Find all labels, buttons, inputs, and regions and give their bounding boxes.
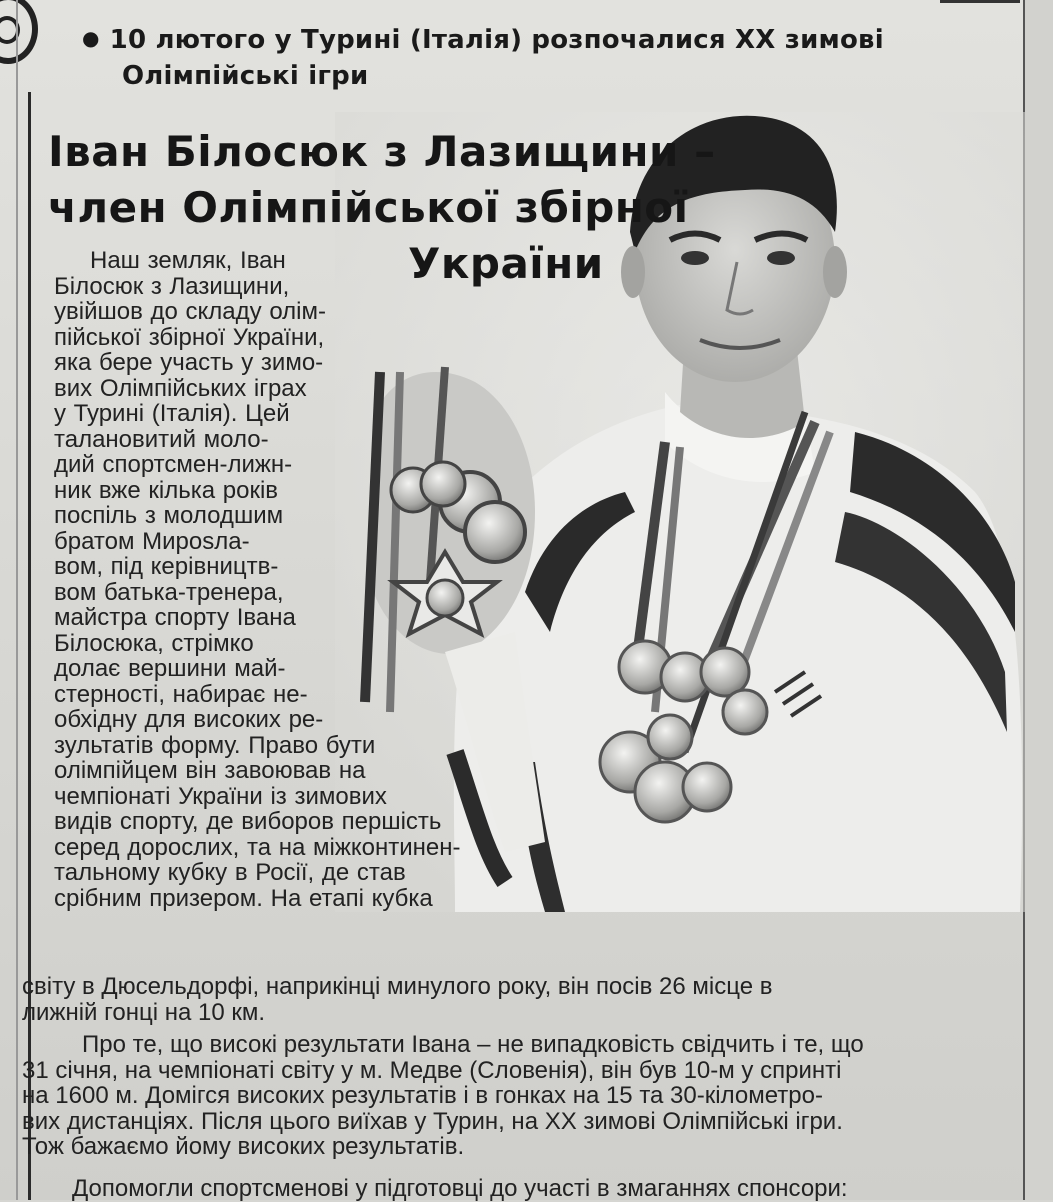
- text-line: обхідну для високих ре-: [54, 706, 324, 733]
- text-line: дий спортсмен-лижн-: [54, 451, 293, 478]
- text-line: зультатів форму. Право бути: [54, 731, 376, 759]
- text-line: чемпіонаті України із зимових: [54, 782, 387, 810]
- newspaper-logo-icon: [0, 0, 38, 64]
- top-rule: [940, 0, 1020, 3]
- text-line: Тож бажаємо йому високих результатів.: [22, 1133, 465, 1160]
- text-line: видів спорту, де виборов першість: [54, 808, 442, 835]
- article-paragraph-2: [22, 1032, 1022, 1160]
- text-line: братом Мирosла-: [54, 527, 250, 555]
- text-line: тальному кубку в Росії, де став: [54, 859, 406, 886]
- text-line: Білосюка, стрімко: [54, 629, 254, 657]
- text-line: стерності, набирає не-: [54, 680, 308, 708]
- text-line: пійської збірної України,: [54, 323, 325, 351]
- text-line: увійшов до складу олім-: [54, 298, 326, 325]
- text-line: серед дорослих, та на міжконтинен-: [54, 833, 461, 861]
- text-line: Про те, що високі результати Івана – не випадковість свідчить і те, що: [82, 1031, 864, 1058]
- text-line: вом, під керівництв-: [54, 553, 279, 580]
- text-line: Білосюк з Лазищини,: [54, 272, 290, 300]
- kicker-line-2: Олімпійські ігри: [122, 61, 369, 91]
- article-wide-text-1: [22, 974, 1022, 1025]
- text-line: 31 січня, на чемпіонаті світу у м. Медве (Словенія), він був 10-м у спринті: [22, 1056, 842, 1084]
- kicker: [82, 20, 942, 94]
- text-line: на 1600 м. Домігся високих результатів і в гонках на 15 та 30-кілометро-: [22, 1082, 823, 1109]
- bullet-icon: ●: [82, 26, 100, 50]
- text-line: вих дистанціях. Після цього виїхав у Турин, на XX зимові Олімпійські ігри.: [22, 1107, 843, 1135]
- text-line: світу в Дюсельдорфі, наприкінці минулого року, він посів 26 місце в: [22, 973, 773, 1000]
- headline-line-1: Іван Білосюк з Лазищини –: [48, 127, 716, 176]
- text-line: вом батька-тренера,: [54, 578, 284, 606]
- text-line: ник вже кілька років: [54, 476, 279, 504]
- article-column-text: [54, 248, 544, 911]
- text-line: Наш земляк, Іван: [90, 247, 286, 274]
- text-line: поспіль з молодшим: [54, 502, 284, 529]
- text-line: яка бере участь у зимо-: [54, 349, 324, 376]
- text-line: талановитий моло-: [54, 425, 269, 453]
- headline-line-3: України: [408, 239, 604, 288]
- text-line: лижній гонці на 10 км.: [22, 998, 265, 1026]
- text-line: майстра спорту Івана: [54, 604, 296, 631]
- text-line: долає вершини май-: [54, 655, 286, 682]
- kicker-line-1: 10 лютого у Турині (Італія) розпочалися XX зимові: [109, 25, 884, 55]
- text-line: олімпійцем він завоював на: [54, 757, 366, 784]
- adjacent-column-edge: [1023, 0, 1053, 1200]
- text-line: Допомогли спортсменові у підготовці до участі в змаганнях спонсори:: [72, 1175, 848, 1202]
- text-line: срібним призером. На етапі кубка: [54, 884, 433, 912]
- column-gutter-line: [16, 0, 18, 1200]
- article-paragraph-3: [22, 1176, 1022, 1202]
- headline-line-2: член Олімпійської збірної: [48, 183, 689, 232]
- text-line: вих Олімпійських іграх: [54, 374, 307, 402]
- text-line: у Турині (Італія). Цей: [54, 400, 290, 427]
